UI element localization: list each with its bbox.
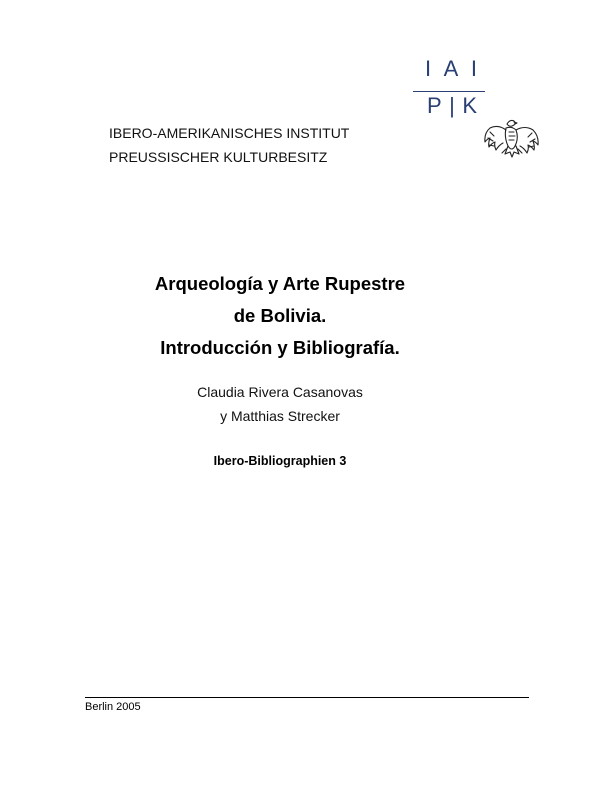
institute-line-1: IBERO-AMERIKANISCHES INSTITUT (109, 125, 350, 141)
logo-letter: K (462, 93, 477, 118)
eagle-icon (482, 116, 542, 166)
logo-top-row (413, 56, 487, 82)
title-line-2: de Bolivia. (233, 305, 327, 326)
footer-divider (85, 697, 529, 698)
title-line-1: Arqueología y Arte Rupestre (154, 273, 406, 294)
logo-letter: A (443, 56, 459, 81)
logo-divider (413, 91, 485, 92)
document-title (120, 268, 440, 364)
authors (150, 380, 410, 428)
title-line-3: Introducción y Bibliografía. (160, 337, 400, 358)
logo-bottom-row (413, 93, 487, 119)
logo-letter: P (427, 93, 442, 118)
logo-letter: I (425, 56, 432, 81)
institute-line-2: PREUSSISCHER KULTURBESITZ (109, 149, 328, 165)
author-line-2: y Matthias Strecker (220, 408, 340, 424)
logo-separator: | (449, 93, 455, 118)
logo-letter: I (470, 56, 477, 81)
series-label: Ibero-Bibliographien 3 (213, 454, 347, 468)
institute-name (109, 121, 349, 169)
author-line-1: Claudia Rivera Casanovas (197, 384, 363, 400)
footer-place-date: Berlin 2005 (85, 701, 141, 713)
